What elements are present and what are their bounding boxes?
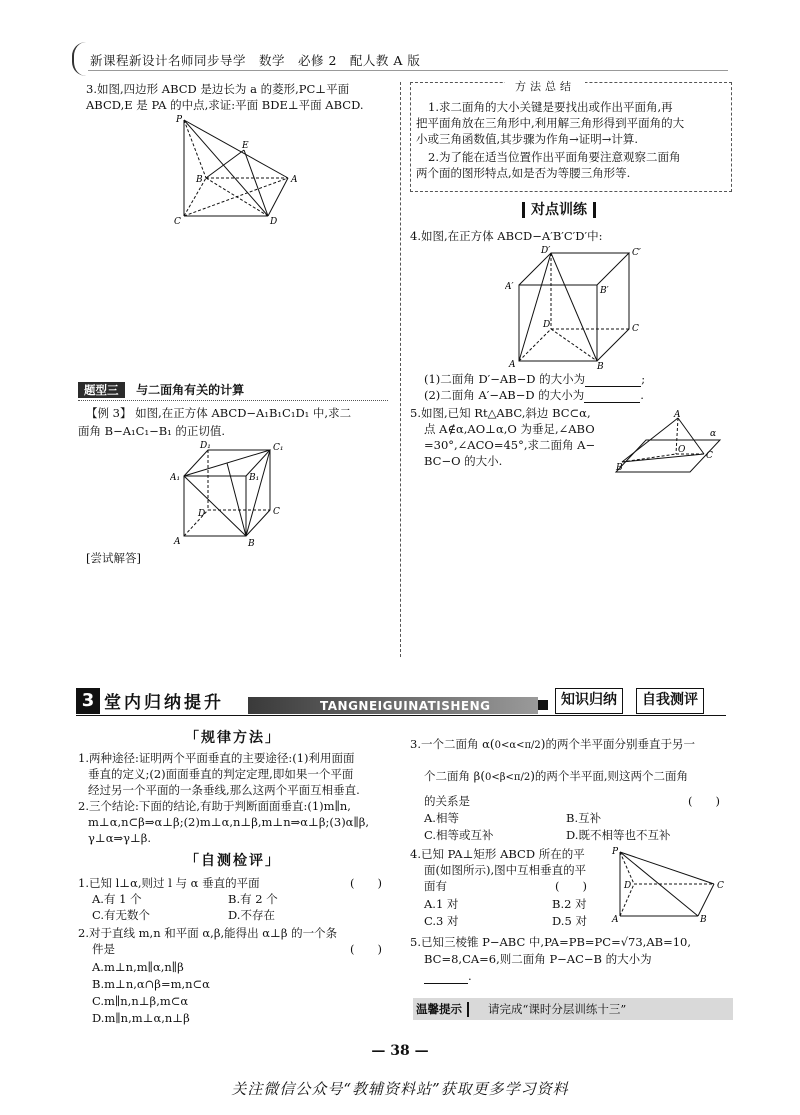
section-pinyin: TANGNEIGUINATISHENG [320, 699, 491, 713]
q3-line1: 3.如图,四边形 ABCD 是边长为 a 的菱形,PC⊥平面 [86, 82, 350, 96]
drill-q4-part2-text: (2)二面角 A′−AB−D 的大小为 [424, 388, 585, 402]
rb-q3-line2-a: 个二面角 β [424, 769, 481, 783]
selftest-q1: 1.已知 l⊥α,则过 l 与 α 垂直的平面 [78, 876, 260, 890]
drill-q4-part1-text: (1)二面角 D′−AB−D 的大小为 [424, 372, 586, 386]
fig2-label-c: C [273, 507, 280, 517]
fig1-label-b: B [196, 175, 203, 185]
rb-q3-paren[interactable]: ( ) [688, 794, 720, 808]
drill-q4-part2-end: . [640, 388, 644, 402]
example3-line2: 面角 B−A₁C₁−B₁ 的正切值. [78, 424, 226, 438]
fig5-label-d: D [624, 881, 632, 891]
figure-plane-triangle [612, 410, 724, 480]
rules-line3: 经过另一个平面的一条垂线,那么这两个平面互相垂直. [88, 783, 360, 797]
fig4-label-b: B [616, 463, 623, 473]
band-square-marker [538, 700, 548, 710]
fig1-label-p: P [176, 115, 183, 125]
try-solution-label: [尝试解答] [86, 551, 141, 565]
rb-q5-end: . [468, 969, 472, 983]
type3-heading [78, 383, 244, 398]
warm-tip-label: 温馨提示 [416, 1002, 469, 1017]
rb-q3-alpha-range: 0<α<π/2 [494, 740, 541, 751]
rb-q3-option-a[interactable]: A.相等 [424, 811, 459, 825]
fig4-label-a: A [674, 410, 681, 420]
selftest-q2-paren[interactable]: ( ) [350, 942, 382, 956]
fig2-label-d1: D₁ [200, 441, 211, 451]
fig3-label-c: C [632, 324, 639, 334]
rb-q4-paren[interactable]: ( ) [555, 879, 587, 893]
fig3-label-d: D [543, 320, 551, 330]
warm-tip-text: 请完成“课时分层训练十三” [488, 1002, 627, 1016]
fig3-label-b: B [597, 362, 604, 371]
fig2-label-d: D [198, 509, 206, 519]
fig2-label-a1: A₁ [170, 473, 181, 483]
example3-line1: 【例 3】 如图,在正方体 ABCD−A₁B₁C₁D₁ 中,求二 [86, 406, 352, 420]
rb-q4-option-d[interactable]: D.5 对 [552, 914, 587, 928]
fig3-label-ap: A′ [505, 282, 514, 292]
rb-q4-option-a[interactable]: A.1 对 [424, 897, 459, 911]
fig2-label-c1: C₁ [273, 443, 284, 453]
rb-q3-line1-a: 3.一个二面角 α [410, 737, 490, 751]
method-line2: 把平面角放在三角形中,利用解三角形得到平面角的大 [416, 116, 685, 130]
fig5-label-c: C [717, 881, 724, 891]
selftest-title: 「自测检评」 [185, 853, 281, 869]
header-brace [72, 42, 88, 76]
fig3-label-dp: D′ [541, 246, 551, 256]
rules-line4: 2.三个结论:下面的结论,有助于判断面面垂直:(1)m∥n, [78, 799, 351, 813]
selftest-q1-option-b[interactable]: B.有 2 个 [228, 892, 278, 906]
rb-q4-option-c[interactable]: C.3 对 [424, 914, 459, 928]
fig2-label-b1: B₁ [249, 473, 260, 483]
fig5-label-b: B [700, 915, 707, 924]
header-title: 新课程新设计名师同步导学 数学 必修 2 配人教 A 版 [90, 53, 421, 68]
fig5-label-p: P [612, 847, 619, 857]
fig4-label-o: O [678, 445, 686, 455]
rb-q4-line2: 面(如图所示),图中互相垂直的平 [424, 863, 587, 877]
drill-q4-part2 [424, 388, 644, 403]
method-line1: 1.求二面角的大小关键是要找出或作出平面角,再 [428, 100, 673, 114]
fig1-label-e: E [242, 141, 249, 151]
fig4-label-c: C [706, 451, 713, 461]
selftest-q2-option-d[interactable]: D.m∥n,m⊥α,n⊥β [92, 1011, 190, 1025]
q3-line2: ABCD,E 是 PA 的中点,求证:平面 BDE⊥平面 ABCD. [86, 98, 364, 112]
rules-line2: 垂直的定义;(2)面面垂直的判定定理,即如果一个平面 [88, 767, 354, 781]
fig3-label-bp: B′ [600, 286, 609, 296]
type3-title: 与二面角有关的计算 [136, 383, 245, 397]
band-underline [76, 715, 726, 716]
selftest-q1-option-a[interactable]: A.有 1 个 [92, 892, 142, 906]
rules-line1: 1.两种途径:证明两个平面垂直的主要途径:(1)利用面面 [78, 751, 355, 765]
fig3-label-cp: C′ [632, 248, 641, 258]
type3-rule [78, 400, 388, 401]
rb-q4-line3: 面有 [424, 879, 447, 893]
rules-line5: m⊥α,n⊂β⇒α⊥β;(2)m⊥α,n⊥β,m⊥n⇒α⊥β;(3)α∥β, [88, 815, 370, 829]
drill-q5-line4: BC−O 的大小. [424, 454, 503, 468]
rb-q3-option-d[interactable]: D.既不相等也不互补 [566, 828, 671, 842]
drill-title: 对点训练 [522, 202, 596, 218]
answer-blank-rb-q5[interactable] [424, 972, 468, 984]
rb-q5-line2: BC=8,CA=6,则二面角 P−AC−B 的大小为 [424, 952, 652, 966]
drill-q5-line2: 点 A∉α,AO⊥α,O 为垂足,∠ABO [424, 422, 595, 436]
figure-pyramid-pabcd-rect [610, 844, 728, 924]
figure-cube-abcd-a1b1c1d1 [170, 438, 300, 548]
selftest-q2-option-a[interactable]: A.m⊥n,m∥α,n∥β [92, 960, 184, 974]
rb-q3-option-b[interactable]: B.互补 [566, 811, 602, 825]
type3-tag: 题型三 [78, 382, 125, 398]
figure-cube-abcd-prime [505, 243, 655, 371]
fig1-label-a: A [291, 175, 298, 185]
answer-blank-q4-1[interactable] [585, 375, 641, 387]
method-summary-title: 方法总结 [505, 78, 585, 94]
rb-q3-line1-c: 的两个半平面分别垂直于另一 [545, 737, 695, 751]
figure-pyramid-pabcd [170, 112, 310, 227]
rb-q3-line2-c: 的两个半平面,则这两个二面角 [534, 769, 689, 783]
selftest-q1-option-c[interactable]: C.有无数个 [92, 908, 151, 922]
selftest-q1-paren[interactable]: ( ) [350, 876, 382, 890]
drill-q5-line1: 5.如图,已知 Rt△ABC,斜边 BC⊂α, [410, 406, 591, 420]
rb-q4-line1: 4.已知 PA⊥矩形 ABCD 所在的平 [410, 847, 585, 861]
page-number: — 38 — [371, 1043, 429, 1059]
rb-q3-line1: 3.一个二面角 α(0<α<π/2)的两个半平面分别垂直于另一 [410, 737, 695, 751]
selftest-q2-option-c[interactable]: C.m∥n,n⊥β,m⊂α [92, 994, 189, 1008]
drill-q4-part1-end: ; [641, 372, 646, 386]
rb-q3-beta-range: 0<β<π/2 [485, 772, 531, 783]
fig1-label-d: D [270, 217, 278, 227]
rules-line6: γ⊥α⇒γ⊥β. [88, 831, 152, 845]
method-line3: 小或三角函数值,其步骤为作角→证明→计算. [416, 132, 639, 146]
method-line5: 两个面的图形特点,如是否为等腰三角形等. [416, 166, 631, 180]
rb-q4-option-b[interactable]: B.2 对 [552, 897, 587, 911]
selftest-q2-option-b[interactable]: B.m⊥n,α∩β=m,n⊂α [92, 977, 210, 991]
selftest-q1-option-d[interactable]: D.不存在 [228, 908, 275, 922]
drill-heading [522, 201, 596, 219]
fig2-label-b: B [248, 539, 255, 548]
band-knowledge-box: 知识归纳 [555, 688, 623, 714]
section-title: 堂内归纳提升 [104, 693, 224, 713]
rb-q3-line2: 个二面角 β(0<β<π/2)的两个半平面,则这两个二面角 [424, 769, 689, 783]
rb-q3-line3: 的关系是 [424, 794, 470, 808]
rb-q3-option-c[interactable]: C.相等或互补 [424, 828, 494, 842]
band-selftest-box: 自我测评 [636, 688, 704, 714]
footer-note: 关注微信公众号“教辅资料站”获取更多学习资料 [231, 1080, 569, 1098]
fig5-label-a: A [612, 915, 619, 924]
rb-q5-line1: 5.已知三棱锥 P−ABC 中,PA=PB=PC=√73,AB=10, [410, 935, 691, 949]
answer-blank-q4-2[interactable] [584, 391, 640, 403]
selftest-q2-line1: 2.对于直线 m,n 和平面 α,β,能得出 α⊥β 的一个条 [78, 926, 338, 940]
fig4-label-alpha: α [710, 429, 717, 439]
method-line4: 2.为了能在适当位置作出平面角要注意观察二面角 [428, 150, 681, 164]
selftest-q2-line2: 件是 [92, 942, 115, 956]
rb-q5-line3 [424, 969, 472, 984]
fig1-label-c: C [174, 217, 181, 227]
header-rule [88, 70, 728, 71]
fig3-label-a: A [509, 360, 516, 370]
fig2-label-a: A [174, 537, 181, 547]
rules-title: 「规律方法」 [185, 730, 281, 746]
drill-q4-line1: 4.如图,在正方体 ABCD−A′B′C′D′中: [410, 229, 603, 243]
section-number: 3 [76, 688, 100, 714]
drill-q5-line3: =30°,∠ACO=45°,求二面角 A− [424, 438, 596, 452]
drill-q4-part1 [424, 372, 645, 387]
column-divider [400, 82, 401, 657]
